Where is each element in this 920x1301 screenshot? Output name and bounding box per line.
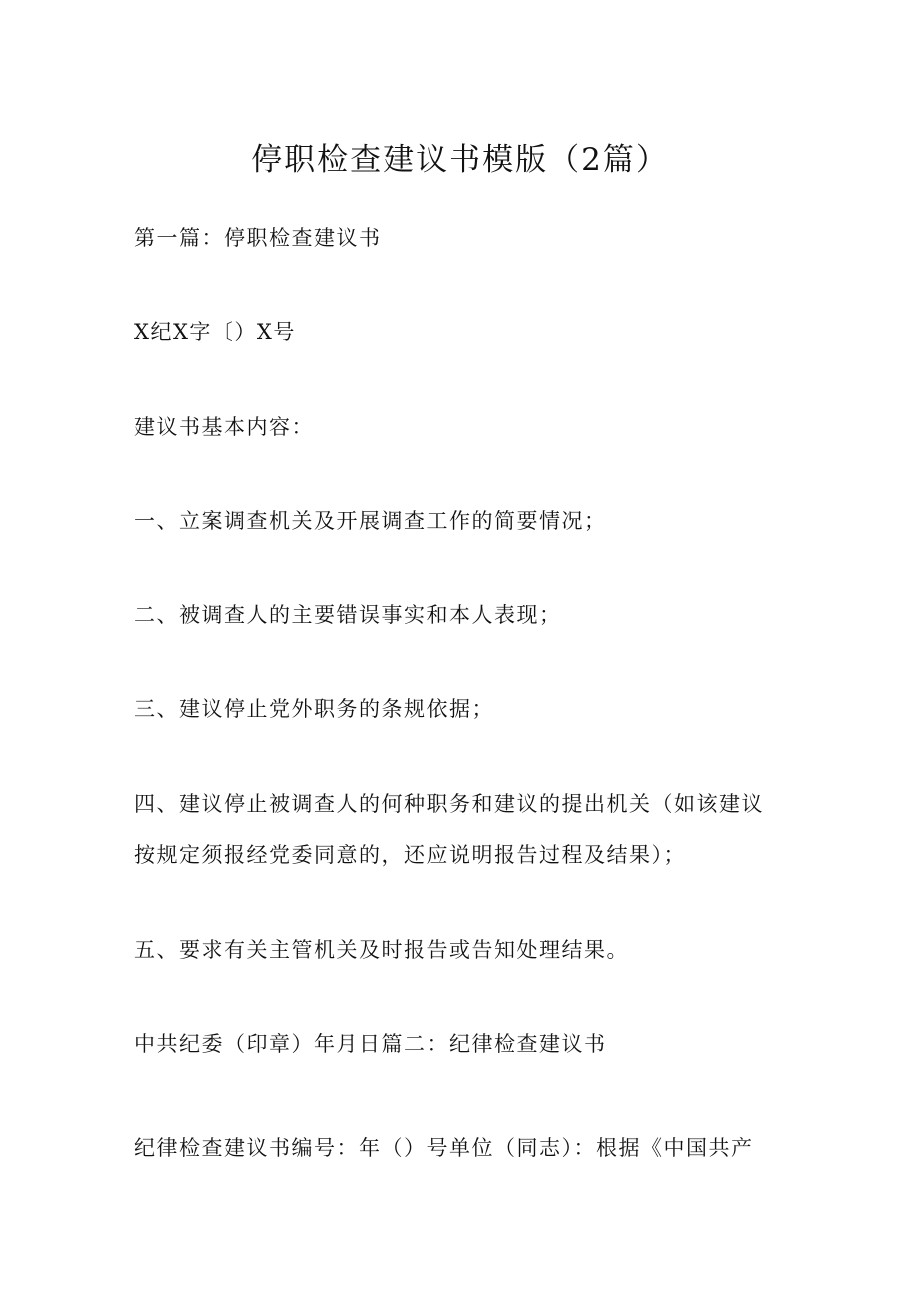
content-item-2: 二、被调查人的主要错误事实和本人表现； bbox=[134, 603, 562, 627]
seal-and-second-heading: 中共纪委（印章）年月日篇二：纪律检查建议书 bbox=[134, 1032, 607, 1056]
content-item-4-line-2: 按规定须报经党委同意的，还应说明报告过程及结果）； bbox=[134, 843, 686, 867]
section-heading-first: 第一篇：停职检查建议书 bbox=[134, 226, 382, 250]
document-title: 停职检查建议书模版（2篇） bbox=[251, 142, 669, 178]
content-heading: 建议书基本内容： bbox=[134, 415, 314, 439]
second-section-intro: 纪律检查建议书编号：年（）号单位（同志）：根据《中国共产 bbox=[134, 1136, 754, 1160]
content-item-1: 一、立案调查机关及开展调查工作的简要情况； bbox=[134, 509, 607, 533]
content-item-3: 三、建议停止党外职务的条规依据； bbox=[134, 697, 494, 721]
content-item-5: 五、要求有关主管机关及时报告或告知处理结果。 bbox=[134, 938, 629, 962]
document-number: X纪X字〔）X号 bbox=[134, 320, 296, 344]
content-item-4-line-1: 四、建议停止被调查人的何种职务和建议的提出机关（如该建议 bbox=[134, 792, 764, 816]
